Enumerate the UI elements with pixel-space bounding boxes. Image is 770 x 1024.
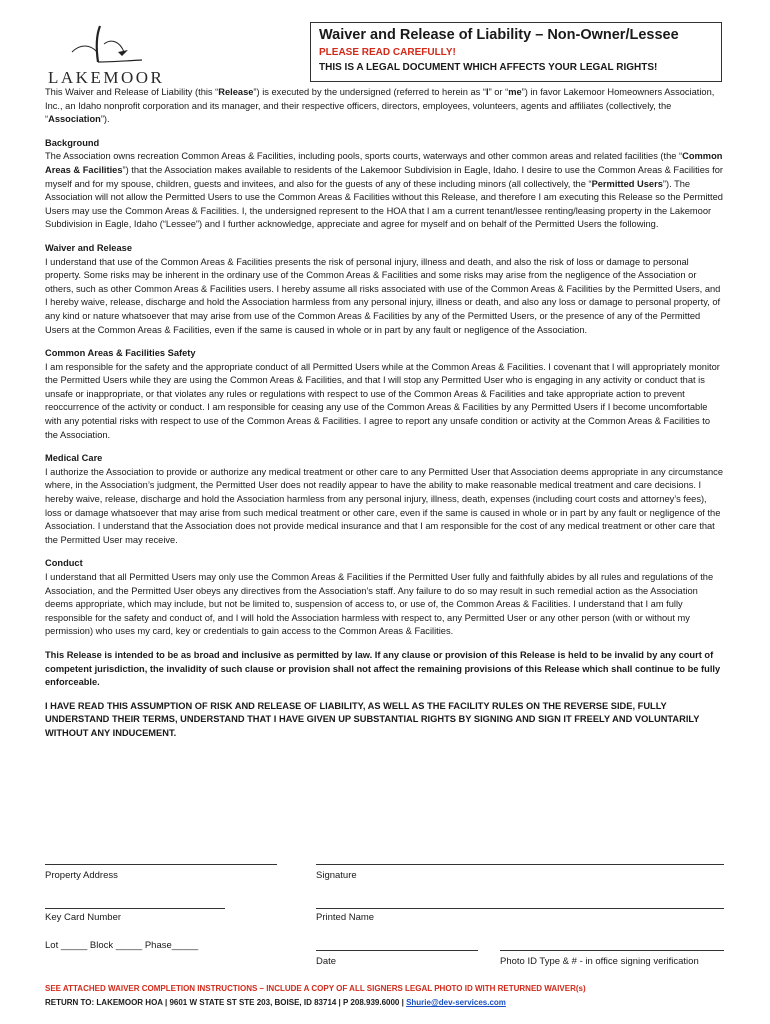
key-card-line[interactable] xyxy=(45,908,225,909)
safety-text: I am responsible for the safety and the appropriate conduct of all Permitted Users while at the Common Areas & Facilities. I covenant that I will appropriately monitor the Permitted Users while they are using the Common Areas & Facilities, and that I will stop any Permitted User who is engaging in any activity or conduct that is unsafe or inappropriate, or that violates any rules or regulations with respect to use of the Common Areas & Facilities and take appropriate action to prevent reoccurrence of the activity or conduct. I am responsible for ceasing any use of the Common Areas & Facilities by any Permitted Users if I become uncomfortable with any potential risks with respect to use of the Common Areas & Facilities. I agree to report any unsafe condition or activity at the Common Areas & Facilities to the Association. xyxy=(45,361,720,440)
conduct-heading: Conduct xyxy=(45,558,83,569)
waiver-heading: Waiver and Release xyxy=(45,242,132,253)
photo-id-line[interactable] xyxy=(500,950,724,951)
safety-heading: Common Areas & Facilities Safety xyxy=(45,348,196,359)
legal-document-warning: THIS IS A LEGAL DOCUMENT WHICH AFFECTS YOUR LEGAL RIGHTS! xyxy=(319,62,658,73)
document-title: Waiver and Release of Liability – Non-Owner/Lessee xyxy=(319,27,679,43)
printed-name-label: Printed Name xyxy=(316,912,375,923)
lot-block-phase-field[interactable]: Lot _____ Block _____ Phase_____ xyxy=(45,940,199,951)
completion-instructions: SEE ATTACHED WAIVER COMPLETION INSTRUCTIONS – INCLUDE A COPY OF ALL SIGNERS LEGAL PHOTO ID WITH RETURNED WAIVER(s) xyxy=(45,984,586,993)
photo-id-label: Photo ID Type & # - in office signing verification xyxy=(500,956,699,967)
key-card-label: Key Card Number xyxy=(45,912,122,923)
heron-icon xyxy=(62,22,152,68)
lakemoor-logo xyxy=(44,22,174,88)
logo-text: LAKEMOOR xyxy=(48,68,165,87)
conduct-text: I understand that all Permitted Users may only use the Common Areas & Facilities if the Permitted User fully and faithfully abides by all rules and regulations of the Association, and the Permitted User obeys any directives from the Association’s staff. Any failure to do so may result in such remedial action as the Association deems appropriate, which may include, but not be limited to, suspension of access to, or use of, the Common Areas & Facilities. I understand that I am fully responsible for the safety and conduct of, and I will hold the Association harmless with respect to, any Permitted User or any other person (with or without my permission) who uses my card, key or credentials to gain access to the Common Areas & Facilities. xyxy=(45,572,714,637)
date-label: Date xyxy=(316,956,337,967)
background-heading: Background xyxy=(45,137,100,148)
waiver-text: I understand that use of the Common Areas & Facilities presents the risk of personal injury, illness and death, and also the risk of loss or damage to personal property. Some risks may be inherent in the ordinary use of the Common Areas & Facilities and some risks may arise from the negligence of the Association or others, such as other Common Areas & Facilities users. I hereby assume all risks associated with use of the Common Areas & Facilities by the Permitted Users, and I hereby waive, release, discharge and hold the Association harmless from any personal injury, illness or death, and also any loss or damage to personal property, of any kind or nature whatsoever that may arise from use of the Common Areas & Facilities by any of the Permitted Users, or the presence of any of the Permitted Users at the Common Areas & Facilities, even if the same is caused in whole or in part by any fault or negligence of the Association. xyxy=(45,256,721,335)
signature-line[interactable] xyxy=(316,864,724,865)
background-text: The Association owns recreation Common Areas & Facilities, including pools, sports courts, waterways and other common areas and related facilities (the “Common Areas & Facilities”) that the Association makes available to residents of the Lakemoor Subdivision in Eagle, Idaho. I desire to use the Common Areas & Facilities for myself and for my spouse, children, guests and invitees, and also for the guests of any of these including minors (all collectively, the “Permitted Users”). The Association will not allow the Permitted Users to use the Common Areas & Facilities without this Release, and therefore I am executing this Release so the Permitted Users may use the Common Areas & Facilities. I, the undersigned represent to the HOA that I am a current tenant/lessee renting/leasing property in the Lakemoor Subdivision in Eagle, Idaho (“Lessee”) and I further acknowledge, appreciate and agree for myself and on behalf of the Permitted Users the following. xyxy=(45,151,723,230)
property-address-label: Property Address xyxy=(45,870,118,881)
medical-heading: Medical Care xyxy=(45,453,103,464)
printed-name-line[interactable] xyxy=(316,908,724,909)
signature-label: Signature xyxy=(316,870,357,881)
property-address-line[interactable] xyxy=(45,864,277,865)
broad-release-paragraph: This Release is intended to be as broad and inclusive as permitted by law. If any clause or provision of this Release is held to be invalid by any court of competent jurisdiction, the invalidity of such clause or provision shall not affect the remaining provisions of this Release which shall continue to be fully enforceable. xyxy=(45,649,721,688)
intro-paragraph: This Waiver and Release of Liability (this “Release”) is executed by the undersigned (referred to herein as “I” or “me”) in favor Lakemoor Homeowners Association, Inc., an Idaho nonprofit corporation and its manager, and their respective officers, directors, employees, volunteers, agents and affiliates (collectively, the “Association”). xyxy=(45,87,715,125)
title-box xyxy=(310,22,722,82)
document-body xyxy=(45,86,725,741)
read-carefully-warning: PLEASE READ CAREFULLY! xyxy=(319,47,456,58)
acknowledgement-paragraph: I HAVE READ THIS ASSUMPTION OF RISK AND RELEASE OF LIABILITY, AS WELL AS THE FACILITY RULES ON THE REVERSE SIDE, FULLY UNDERSTAND THEIR TERMS, UNDERSTAND THAT I HAVE GIVEN UP SUBSTANTIAL RIGHTS BY SIGNING AND SIGN IT FREELY AND VOLUNTARILY WITHOUT ANY INDUCEMENT. xyxy=(45,700,700,738)
contact-email-link[interactable]: Shurie@dev-services.com xyxy=(406,998,506,1007)
date-line[interactable] xyxy=(316,950,478,951)
return-address: RETURN TO: LAKEMOOR HOA | 9601 W STATE ST STE 203, BOISE, ID 83714 | P 208.939.6000 | Shurie@dev-services.com xyxy=(45,998,506,1007)
medical-text: I authorize the Association to provide or authorize any medical treatment or other care to any Permitted User that Association deems appropriate in any circumstance where, in the Association’s judgment, the Permitted User does not readily appear to have the ability to make reasonable medical treatment and care decisions. I hereby waive, release, discharge and hold the Association harmless from any personal injury, illness, death, expenses (including court costs and attorney’s fees), loss or damage whatsoever that may arise from such medical treatment or other care, even if the same is caused in whole or in part by any fault or negligence of the Association. I understand that the Association does not provide medical insurance and that I am responsible for the cost of any medical treatment or other care that the Permitted User may receive. xyxy=(45,466,723,545)
